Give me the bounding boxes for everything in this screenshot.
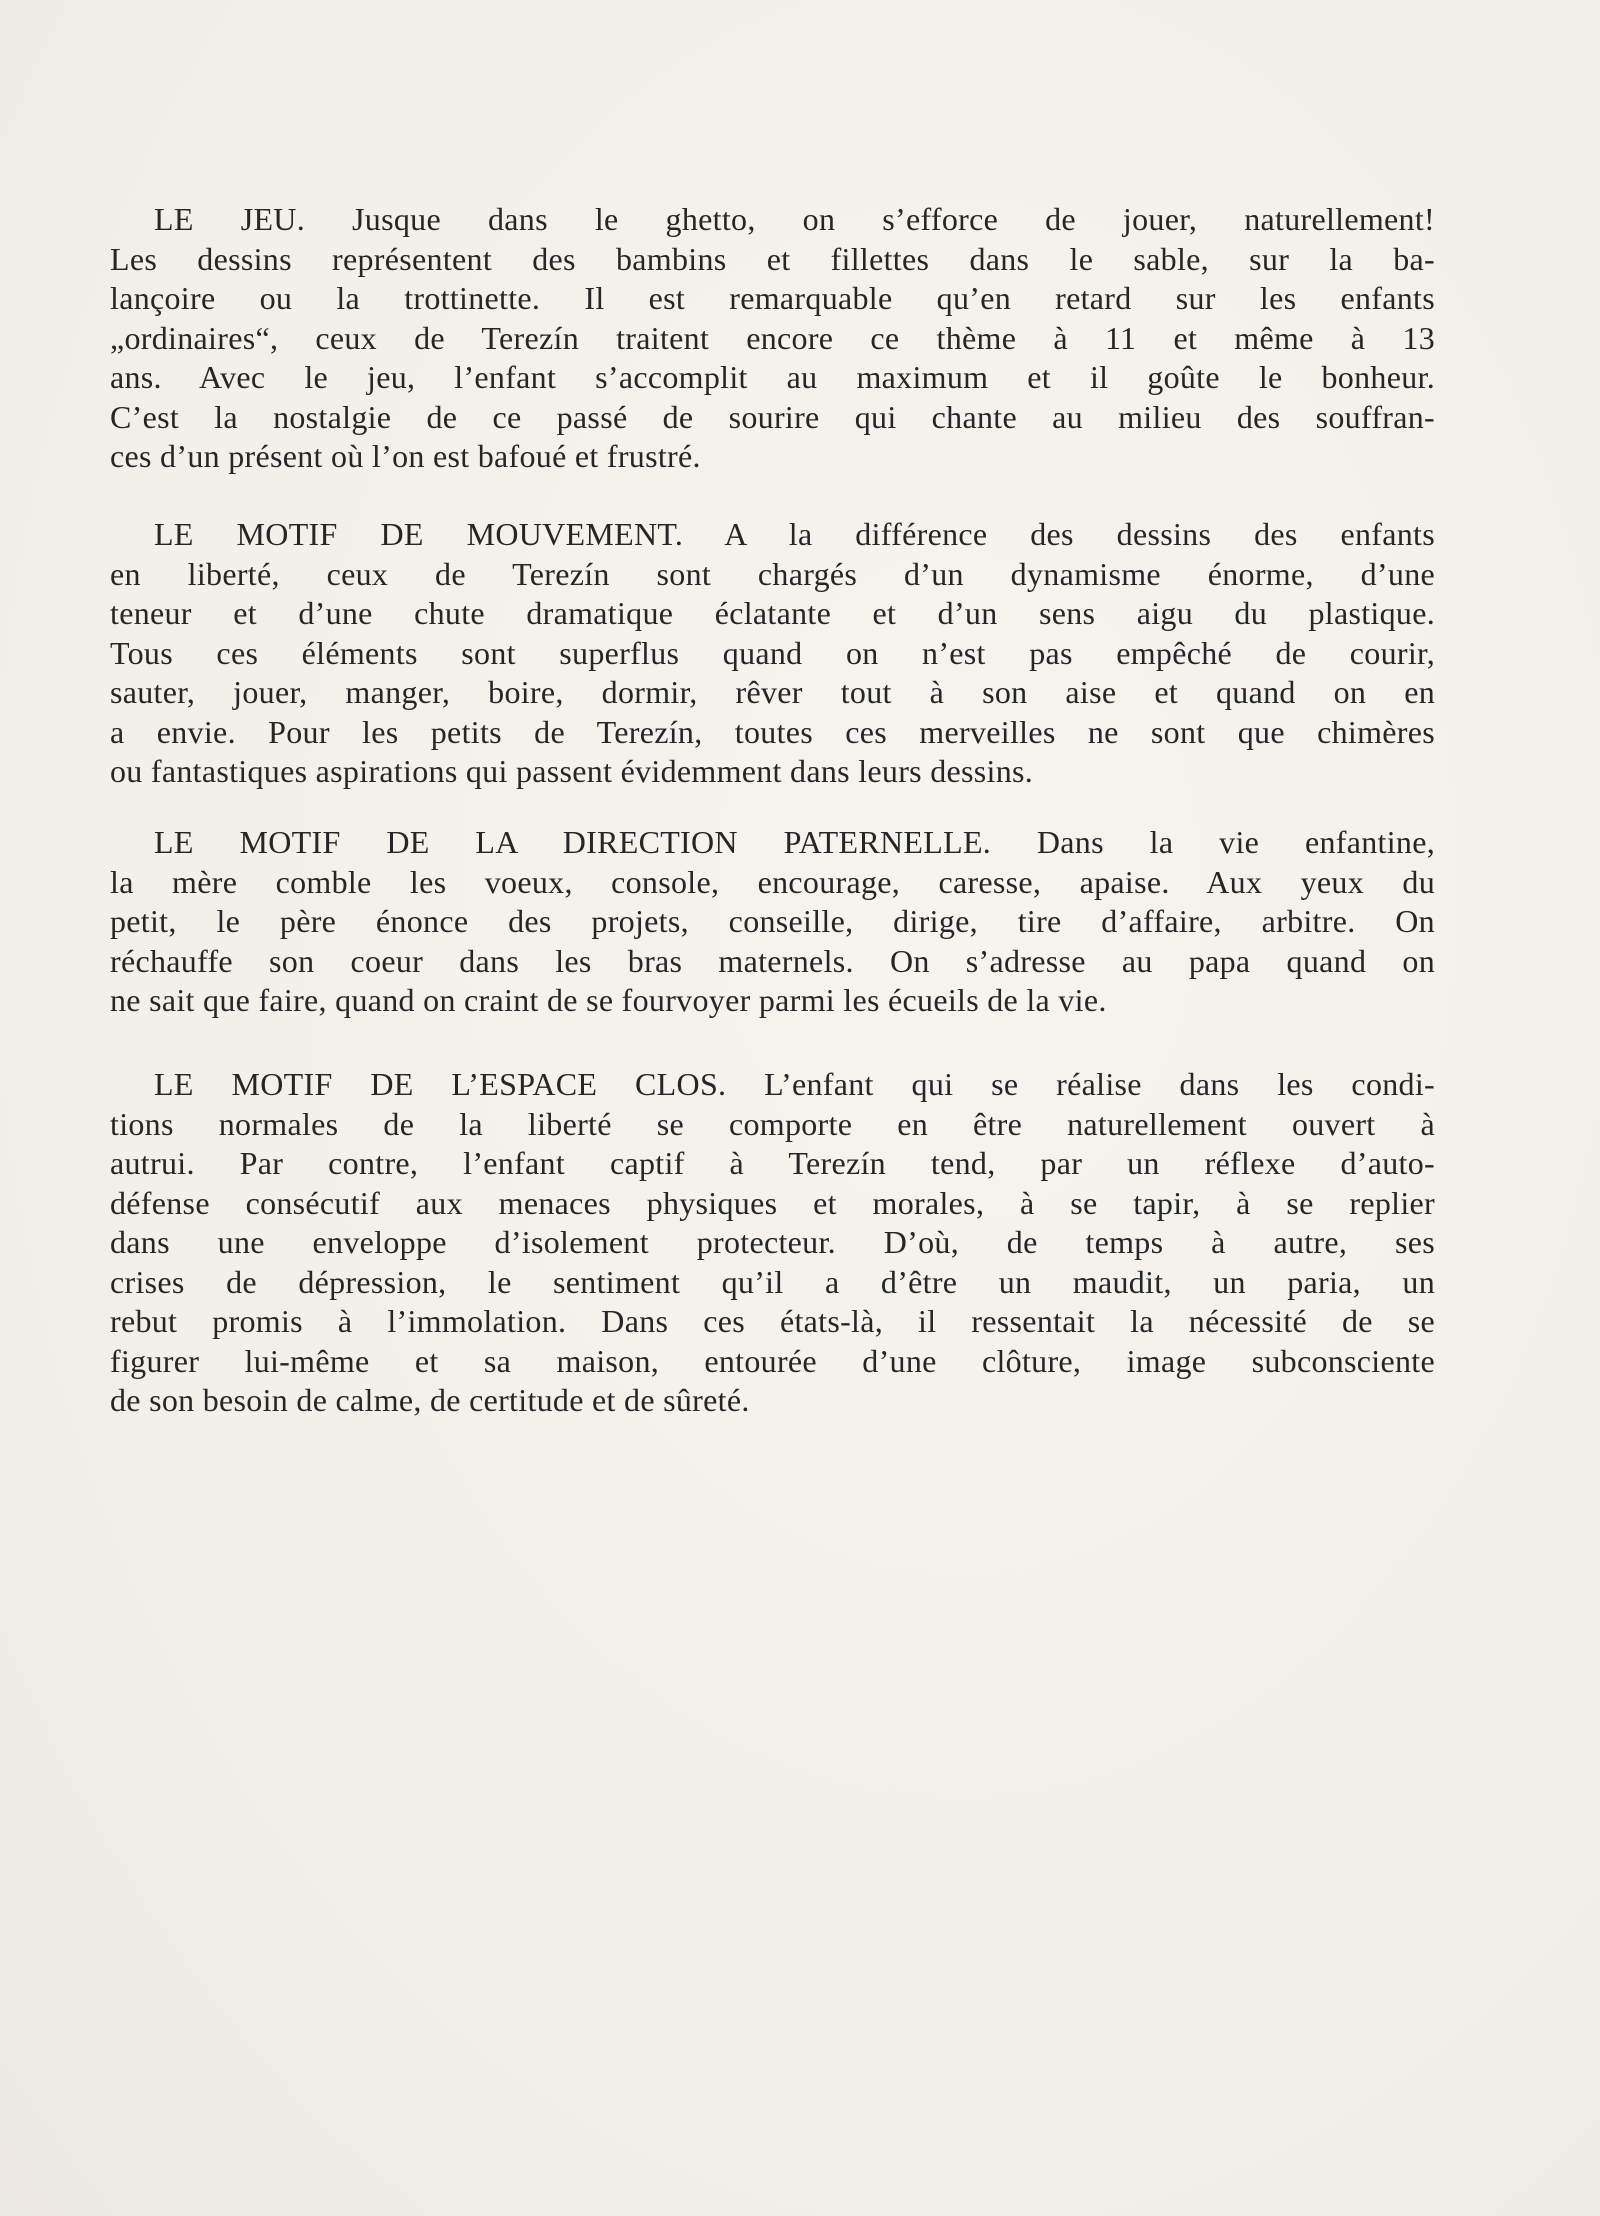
- text-line: sauter, jouer, manger, boire, dormir, rêver tout à son aise et quand on en: [110, 674, 1435, 710]
- text-line: a envie. Pour les petits de Terezín, toutes ces merveilles ne sont que chimères: [110, 713, 1435, 750]
- text-line: la mère comble les voeux, console, encourage, caresse, apaise. Aux yeux du: [110, 863, 1435, 900]
- text-line: LE JEU. Jusque dans le ghetto, on s’efforce de jouer, naturellement!: [154, 201, 1435, 237]
- text-line: LE MOTIF DE L’ESPACE CLOS. L’enfant qui se réalise dans les condi-: [154, 1066, 1435, 1102]
- text-line: tions normales de la liberté se comporte en être naturellement ouvert à: [110, 1105, 1435, 1142]
- text-line: de son besoin de calme, de certitude et de sûreté.: [110, 1382, 750, 1418]
- text-line: dans une enveloppe d’isolement protecteur. D’où, de temps à autre, ses: [110, 1224, 1435, 1260]
- paragraph-espace-clos: [110, 1065, 1435, 1421]
- text-line: Les dessins représentent des bambins et fillettes dans le sable, sur la ba-: [110, 240, 1435, 277]
- text-line: C’est la nostalgie de ce passé de sourire qui chante au milieu des souffran-: [110, 398, 1435, 435]
- text-line: „ordinaires“, ceux de Terezín traitent encore ce thème à 11 et même à 13: [110, 319, 1435, 356]
- text-line: rebut promis à l’immolation. Dans ces états-là, il ressentait la nécessité de se: [110, 1303, 1435, 1339]
- text-line: lançoire ou la trottinette. Il est remarquable qu’en retard sur les enfants: [110, 280, 1435, 316]
- text-line: crises de dépression, le sentiment qu’il a d’être un maudit, un paria, un: [110, 1263, 1435, 1300]
- text-line: Tous ces éléments sont superflus quand on n’est pas empêché de courir,: [110, 634, 1435, 671]
- text-line: réchauffe son coeur dans les bras maternels. On s’adresse au papa quand on: [110, 942, 1435, 979]
- text-line: petit, le père énonce des projets, conseille, dirige, tire d’affaire, arbitre. On: [110, 903, 1435, 939]
- text-line: LE MOTIF DE MOUVEMENT. A la différence des dessins des enfants: [154, 516, 1435, 552]
- paragraph-le-jeu: [110, 200, 1435, 477]
- text-line: figurer lui-même et sa maison, entourée d’une clôture, image subconsciente: [110, 1342, 1435, 1379]
- text-line: ou fantastiques aspirations qui passent évidemment dans leurs dessins.: [110, 753, 1034, 789]
- paragraph-motif-mouvement: [110, 515, 1435, 792]
- text-line: ne sait que faire, quand on craint de se fourvoyer parmi les écueils de la vie.: [110, 982, 1107, 1018]
- text-line: ans. Avec le jeu, l’enfant s’accomplit au maximum et il goûte le bonheur.: [110, 359, 1435, 395]
- paragraph-direction-paternelle: [110, 823, 1435, 1021]
- text-line: autrui. Par contre, l’enfant captif à Terezín tend, par un réflexe d’auto-: [110, 1145, 1435, 1181]
- text-line: défense consécutif aux menaces physiques et morales, à se tapir, à se replier: [110, 1184, 1435, 1221]
- text-line: en liberté, ceux de Terezín sont chargés d’un dynamisme énorme, d’une: [110, 555, 1435, 592]
- text-line: LE MOTIF DE LA DIRECTION PATERNELLE. Dans la vie enfantine,: [154, 824, 1435, 860]
- text-line: teneur et d’une chute dramatique éclatante et d’un sens aigu du plastique.: [110, 595, 1435, 631]
- text-line: ces d’un présent où l’on est bafoué et frustré.: [110, 438, 701, 474]
